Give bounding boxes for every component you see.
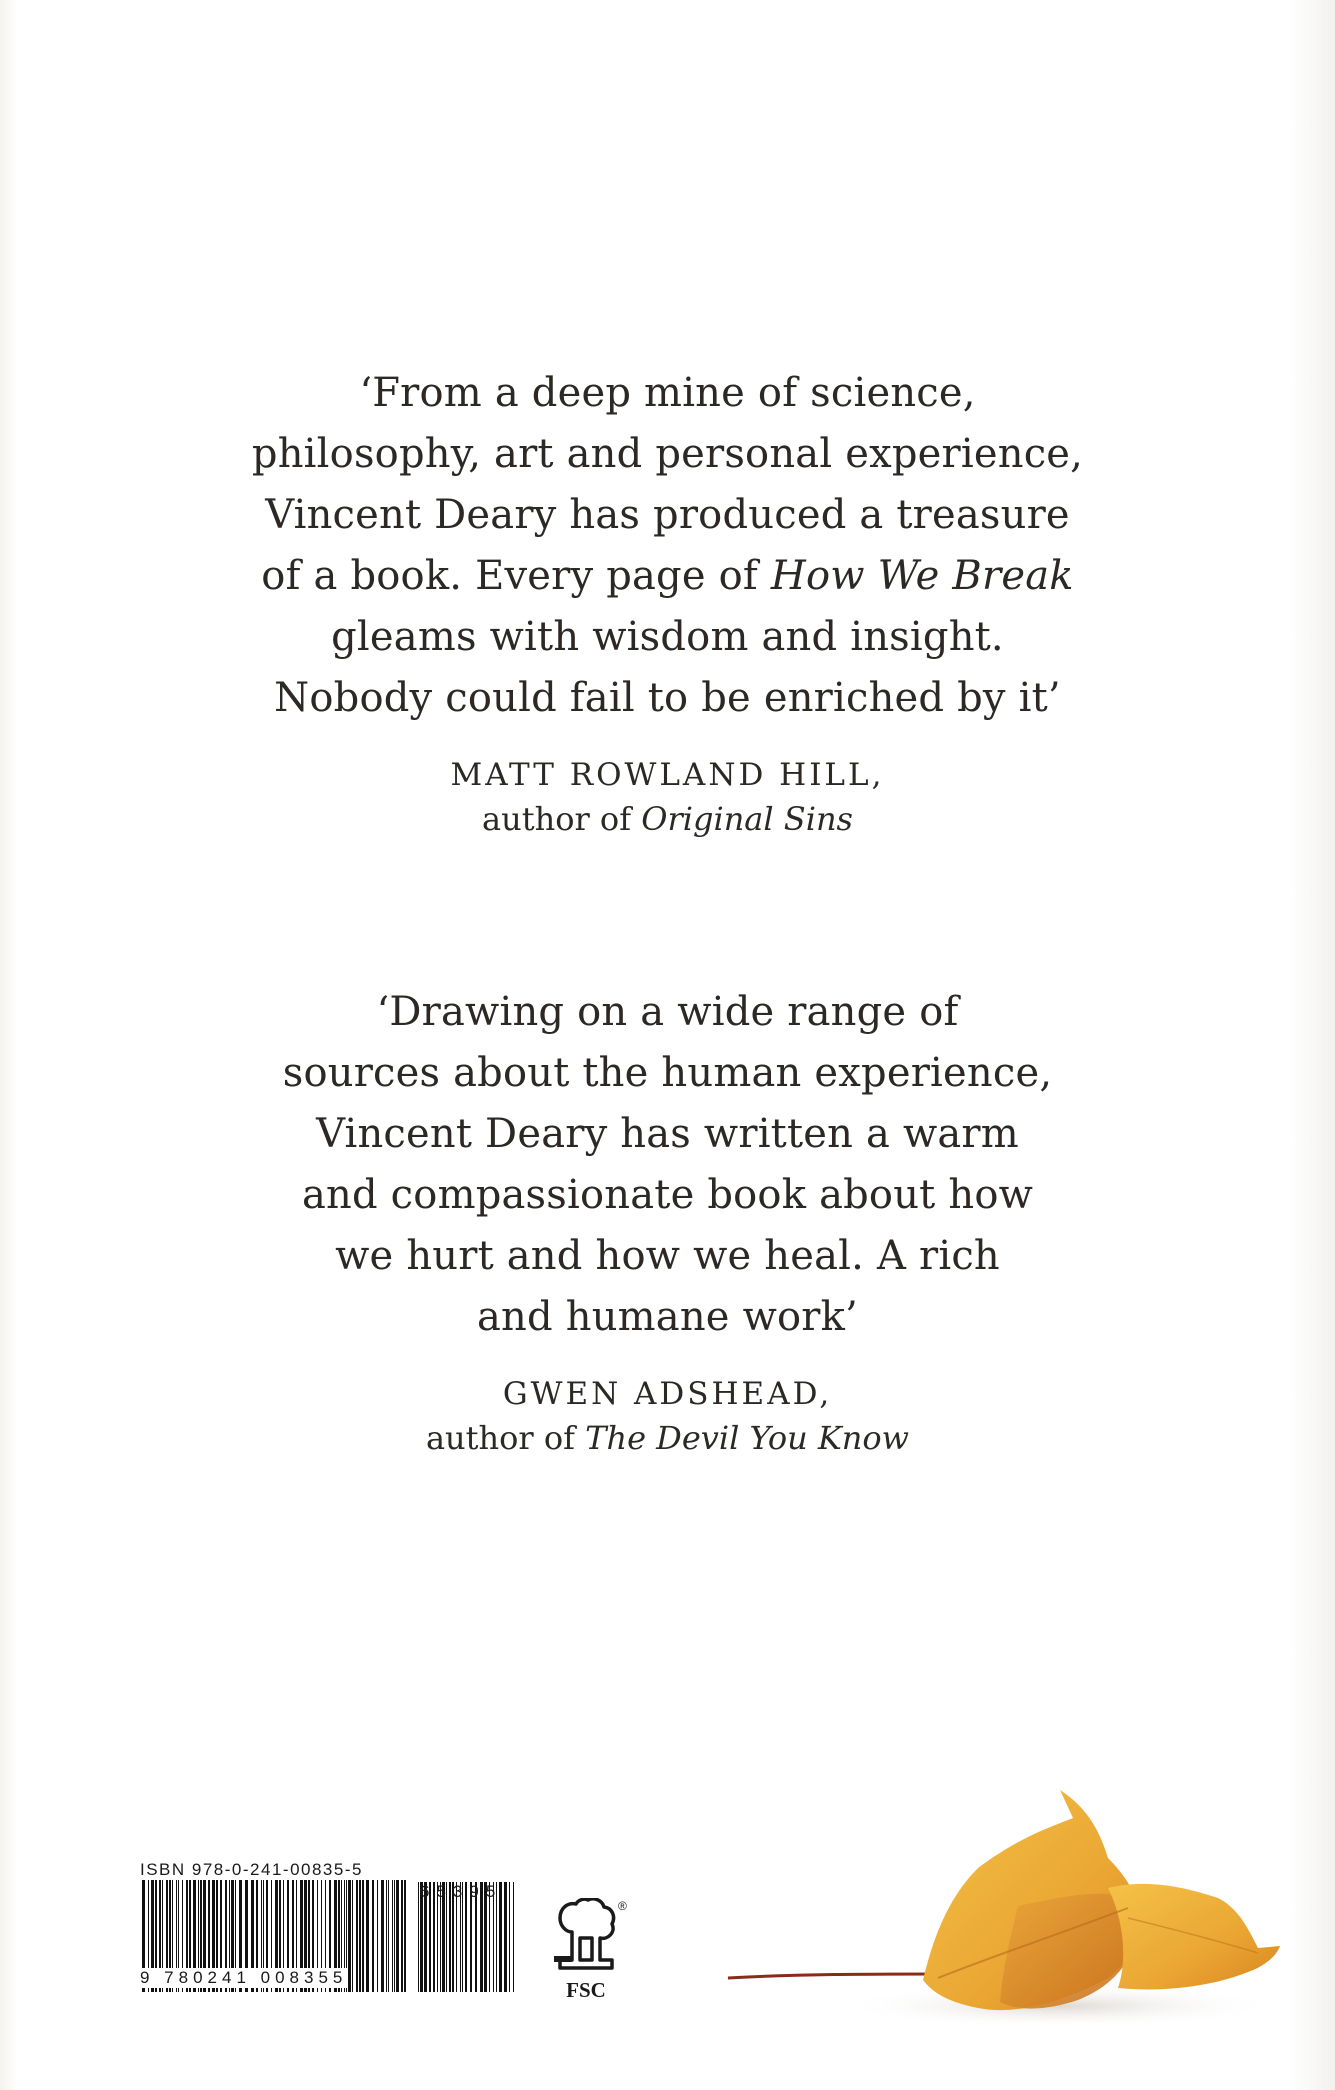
quote-line: and humane work’ bbox=[477, 1294, 858, 1340]
quote-line: Vincent Deary has written a warm bbox=[316, 1111, 1019, 1157]
author-role bbox=[0, 1416, 1335, 1460]
author-role-prefix: author of bbox=[425, 1419, 586, 1457]
author-name: MATT ROWLAND HILL, bbox=[450, 757, 885, 793]
endorsement-1 bbox=[0, 363, 1335, 841]
quote-line-text: of a book. Every page of bbox=[261, 553, 771, 599]
barcode-bar bbox=[388, 1880, 389, 1992]
barcode-bar bbox=[404, 1880, 406, 1992]
barcode-bar bbox=[392, 1880, 393, 1992]
author-book-title: The Devil You Know bbox=[585, 1419, 910, 1457]
quote-line: ‘From a deep mine of science, bbox=[359, 370, 976, 416]
quote-line: we hurt and how we heal. A rich bbox=[335, 1233, 1000, 1279]
barcode-bar bbox=[372, 1880, 374, 1992]
barcode-bar bbox=[394, 1880, 395, 1992]
barcode-bar bbox=[396, 1880, 399, 1992]
barcode-bar bbox=[513, 1882, 514, 1992]
endorsement-attribution bbox=[0, 1372, 1335, 1460]
barcode-bar bbox=[386, 1880, 387, 1992]
endorsement-attribution bbox=[0, 753, 1335, 841]
quote-line: sources about the human experience, bbox=[282, 1050, 1053, 1096]
book-title: How We Break bbox=[770, 553, 1074, 599]
author-role bbox=[0, 797, 1335, 841]
quote-line: philosophy, art and personal experience, bbox=[251, 431, 1084, 477]
fsc-registered-mark: ® bbox=[618, 1899, 627, 1913]
barcode-bar bbox=[352, 1880, 353, 1992]
quote-line: and compassionate book about how bbox=[301, 1172, 1034, 1218]
quote-line: gleams with wisdom and insight. bbox=[331, 614, 1004, 660]
barcode-bar bbox=[509, 1882, 510, 1992]
author-book-title: Original Sins bbox=[641, 800, 853, 838]
barcode-bar bbox=[356, 1880, 358, 1992]
barcode-bar bbox=[359, 1880, 361, 1992]
fsc-label: FSC bbox=[566, 1978, 606, 2002]
quote-line: ‘Drawing on a wide range of bbox=[376, 989, 959, 1035]
barcode-bar bbox=[418, 1882, 419, 1992]
barcode-bar bbox=[366, 1880, 369, 1992]
author-name: GWEN ADSHEAD, bbox=[502, 1376, 833, 1412]
price-addon-digits: 65395 bbox=[420, 1882, 503, 1901]
endorsement-2 bbox=[0, 982, 1335, 1460]
quote-line: Nobody could fail to be enriched by it’ bbox=[274, 675, 1061, 721]
endorsement-quote bbox=[0, 363, 1335, 729]
quote-line bbox=[0, 546, 1335, 607]
barcode-bar bbox=[348, 1880, 351, 1992]
isbn-label: ISBN 978-0-241-00835-5 bbox=[140, 1860, 363, 1879]
barcode-bar bbox=[377, 1880, 378, 1992]
barcode-bar bbox=[401, 1880, 403, 1992]
author-role-prefix: author of bbox=[482, 800, 642, 838]
barcode-bar bbox=[362, 1880, 364, 1992]
autumn-leaf-illustration bbox=[728, 1788, 1288, 2038]
barcode-digits: 9 780241 008355 bbox=[140, 1968, 348, 1987]
barcode-bar bbox=[381, 1880, 384, 1992]
endorsement-quote bbox=[0, 982, 1335, 1348]
barcode-bar bbox=[504, 1882, 507, 1992]
quote-line: Vincent Deary has produced a treasure bbox=[265, 492, 1070, 538]
